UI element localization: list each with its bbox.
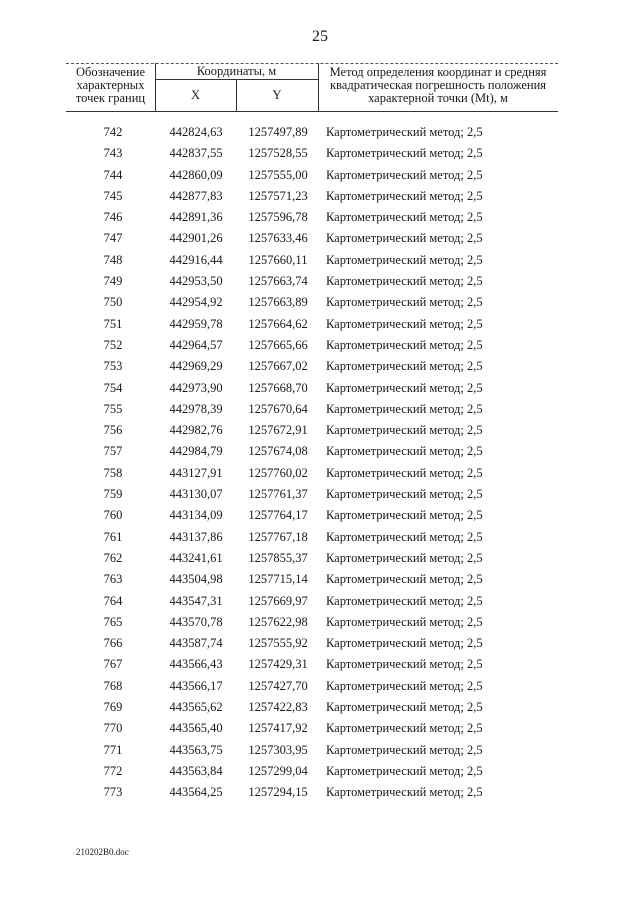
point-id: 759 (103, 487, 123, 502)
point-id: 760 (103, 508, 123, 523)
method-text: Картометрический метод; 2,5 (326, 529, 483, 544)
coord-y: 1257663,74 (248, 274, 308, 289)
coord-y: 1257670,64 (248, 401, 308, 416)
point-id: 757 (103, 444, 123, 459)
coord-y: 1257571,23 (248, 188, 308, 203)
coord-x: 443570,78 (169, 614, 223, 629)
point-id: 771 (103, 742, 123, 757)
point-id: 769 (103, 700, 123, 715)
coord-y: 1257665,66 (248, 337, 308, 352)
point-id: 745 (103, 188, 123, 203)
table-row (0, 761, 640, 782)
table-row (0, 207, 640, 228)
coord-y: 1257497,89 (248, 125, 308, 139)
table-row (0, 505, 640, 526)
table-row (0, 399, 640, 420)
coord-y: 1257633,46 (248, 231, 308, 246)
point-id: 763 (103, 572, 123, 587)
coord-y: 1257596,78 (248, 210, 308, 225)
point-id: 766 (103, 636, 123, 651)
table-row (0, 740, 640, 761)
point-id: 747 (103, 231, 123, 246)
method-text: Картометрический метод; 2,5 (326, 401, 483, 416)
coord-y: 1257764,17 (248, 508, 308, 523)
coord-y: 1257555,00 (248, 167, 308, 182)
point-id: 768 (103, 678, 123, 693)
point-id: 751 (103, 316, 123, 331)
coord-x: 443137,86 (169, 529, 223, 544)
method-text: Картометрический метод; 2,5 (326, 763, 483, 778)
point-id: 773 (103, 785, 123, 800)
coord-y: 1257767,18 (248, 529, 308, 544)
coord-y: 1257660,11 (248, 252, 308, 267)
table-row (0, 527, 640, 548)
table-row (0, 143, 640, 164)
coord-x: 442954,92 (169, 295, 223, 310)
table-row (0, 186, 640, 207)
method-text: Картометрический метод; 2,5 (326, 678, 483, 693)
coord-x: 442982,76 (169, 423, 223, 438)
table-row (0, 676, 640, 697)
method-text: Картометрический метод; 2,5 (326, 125, 483, 139)
point-id: 750 (103, 295, 123, 310)
coord-x: 443134,09 (169, 508, 223, 523)
point-id: 743 (103, 146, 123, 161)
method-text: Картометрический метод; 2,5 (326, 444, 483, 459)
table-row (0, 718, 640, 739)
point-id: 753 (103, 359, 123, 374)
point-id: 764 (103, 593, 123, 608)
point-id: 746 (103, 210, 123, 225)
point-id: 756 (103, 423, 123, 438)
table-row (0, 122, 640, 143)
coord-y: 1257715,14 (248, 572, 308, 587)
table-header (66, 63, 558, 111)
method-text: Картометрический метод; 2,5 (326, 274, 483, 289)
point-id: 765 (103, 614, 123, 629)
method-text: Картометрический метод; 2,5 (326, 167, 483, 182)
coord-y: 1257294,15 (248, 785, 308, 800)
table-row (0, 633, 640, 654)
coord-x: 443565,62 (169, 700, 223, 715)
method-text: Картометрический метод; 2,5 (326, 380, 483, 395)
coord-y: 1257422,83 (248, 700, 308, 715)
method-text: Картометрический метод; 2,5 (326, 657, 483, 672)
table-row (0, 441, 640, 462)
page-number: 25 (312, 28, 328, 45)
method-text: Картометрический метод; 2,5 (326, 210, 483, 225)
point-id: 742 (103, 125, 123, 139)
table-row (0, 271, 640, 292)
method-text: Картометрический метод; 2,5 (326, 359, 483, 374)
coord-y: 1257760,02 (248, 465, 308, 480)
coord-y: 1257667,02 (248, 359, 308, 374)
header-point-designation: Обозначение характерных точек границ (75, 65, 146, 105)
coord-x: 443130,07 (169, 487, 223, 502)
method-text: Картометрический метод; 2,5 (326, 337, 483, 352)
method-text: Картометрический метод; 2,5 (326, 593, 483, 608)
point-id: 762 (103, 550, 123, 565)
coord-x: 442877,83 (169, 188, 223, 203)
coord-x: 442837,55 (169, 146, 223, 161)
header-x: X (190, 88, 201, 102)
method-text: Картометрический метод; 2,5 (326, 742, 483, 757)
header-y: Y (272, 88, 282, 102)
point-id: 754 (103, 380, 123, 395)
coord-x: 442953,50 (169, 274, 223, 289)
method-text: Картометрический метод; 2,5 (326, 231, 483, 246)
point-id: 758 (103, 465, 123, 480)
coord-x: 443127,91 (169, 465, 223, 480)
coord-x: 442891,36 (169, 210, 223, 225)
method-text: Картометрический метод; 2,5 (326, 700, 483, 715)
point-id: 772 (103, 763, 123, 778)
coord-y: 1257528,55 (248, 146, 308, 161)
coord-y: 1257855,37 (248, 550, 308, 565)
method-text: Картометрический метод; 2,5 (326, 487, 483, 502)
table-row (0, 292, 640, 313)
coord-y: 1257669,97 (248, 593, 308, 608)
coord-x: 442973,90 (169, 380, 223, 395)
coord-y: 1257663,89 (248, 295, 308, 310)
coord-x: 443504,98 (169, 572, 223, 587)
coord-y: 1257664,62 (248, 316, 308, 331)
method-text: Картометрический метод; 2,5 (326, 614, 483, 629)
coord-y: 1257417,92 (248, 721, 308, 736)
method-text: Картометрический метод; 2,5 (326, 721, 483, 736)
table-row (0, 782, 640, 803)
point-id: 761 (103, 529, 123, 544)
table-row (0, 420, 640, 441)
coord-x: 443564,25 (169, 785, 223, 800)
point-id: 748 (103, 252, 123, 267)
coord-x: 442969,29 (169, 359, 223, 374)
method-text: Картометрический метод; 2,5 (326, 572, 483, 587)
header-coords-rule (155, 79, 318, 80)
table-row (0, 697, 640, 718)
coord-x: 442901,26 (169, 231, 223, 246)
coord-x: 442824,63 (169, 125, 223, 139)
table-row (0, 378, 640, 399)
coord-x: 443566,43 (169, 657, 223, 672)
method-text: Картометрический метод; 2,5 (326, 508, 483, 523)
coord-x: 443547,31 (169, 593, 223, 608)
file-name: 210202В0.doc (76, 847, 129, 857)
coord-y: 1257555,92 (248, 636, 308, 651)
coord-x: 443241,61 (169, 550, 223, 565)
method-text: Картометрический метод; 2,5 (326, 465, 483, 480)
coord-y: 1257672,91 (248, 423, 308, 438)
point-id: 752 (103, 337, 123, 352)
header-top-rule (66, 63, 558, 64)
point-id: 749 (103, 274, 123, 289)
table-row (0, 569, 640, 590)
coord-y: 1257668,70 (248, 380, 308, 395)
coord-x: 443565,40 (169, 721, 223, 736)
coord-x: 443587,74 (169, 636, 223, 651)
coord-x: 442978,39 (169, 401, 223, 416)
coord-x: 443566,17 (169, 678, 223, 693)
table-row (0, 591, 640, 612)
table-row (0, 228, 640, 249)
coord-y: 1257299,04 (248, 763, 308, 778)
point-id: 770 (103, 721, 123, 736)
coord-y: 1257427,70 (248, 678, 308, 693)
coord-x: 443563,75 (169, 742, 223, 757)
coord-y: 1257761,37 (248, 487, 308, 502)
coord-x: 442916,44 (169, 252, 223, 267)
point-id: 744 (103, 167, 123, 182)
method-text: Картометрический метод; 2,5 (326, 423, 483, 438)
table-row (0, 314, 640, 335)
coord-x: 442959,78 (169, 316, 223, 331)
method-text: Картометрический метод; 2,5 (326, 295, 483, 310)
header-bottom-rule (66, 111, 558, 112)
table-row (0, 165, 640, 186)
coord-x: 442860,09 (169, 167, 223, 182)
coord-y: 1257429,31 (248, 657, 308, 672)
table-row (0, 612, 640, 633)
table-row (0, 356, 640, 377)
header-method: Метод определения координат и средняя квадратическая погрешность положения характерной точки (Mt), м (329, 65, 547, 105)
table-row (0, 250, 640, 271)
coord-y: 1257674,08 (248, 444, 308, 459)
coord-x: 442964,57 (169, 337, 223, 352)
header-coordinates: Координаты, м (196, 64, 277, 78)
table-row (0, 463, 640, 484)
method-text: Картометрический метод; 2,5 (326, 188, 483, 203)
method-text: Картометрический метод; 2,5 (326, 636, 483, 651)
method-text: Картометрический метод; 2,5 (326, 252, 483, 267)
method-text: Картометрический метод; 2,5 (326, 316, 483, 331)
table-row (0, 484, 640, 505)
method-text: Картометрический метод; 2,5 (326, 550, 483, 565)
coord-y: 1257303,95 (248, 742, 308, 757)
method-text: Картометрический метод; 2,5 (326, 146, 483, 161)
point-id: 755 (103, 401, 123, 416)
coord-x: 443563,84 (169, 763, 223, 778)
table-body (0, 122, 640, 804)
table-row (0, 335, 640, 356)
table-row (0, 548, 640, 569)
coord-y: 1257622,98 (248, 614, 308, 629)
table-row (0, 654, 640, 675)
method-text: Картометрический метод; 2,5 (326, 785, 483, 800)
point-id: 767 (103, 657, 123, 672)
coord-x: 442984,79 (169, 444, 223, 459)
